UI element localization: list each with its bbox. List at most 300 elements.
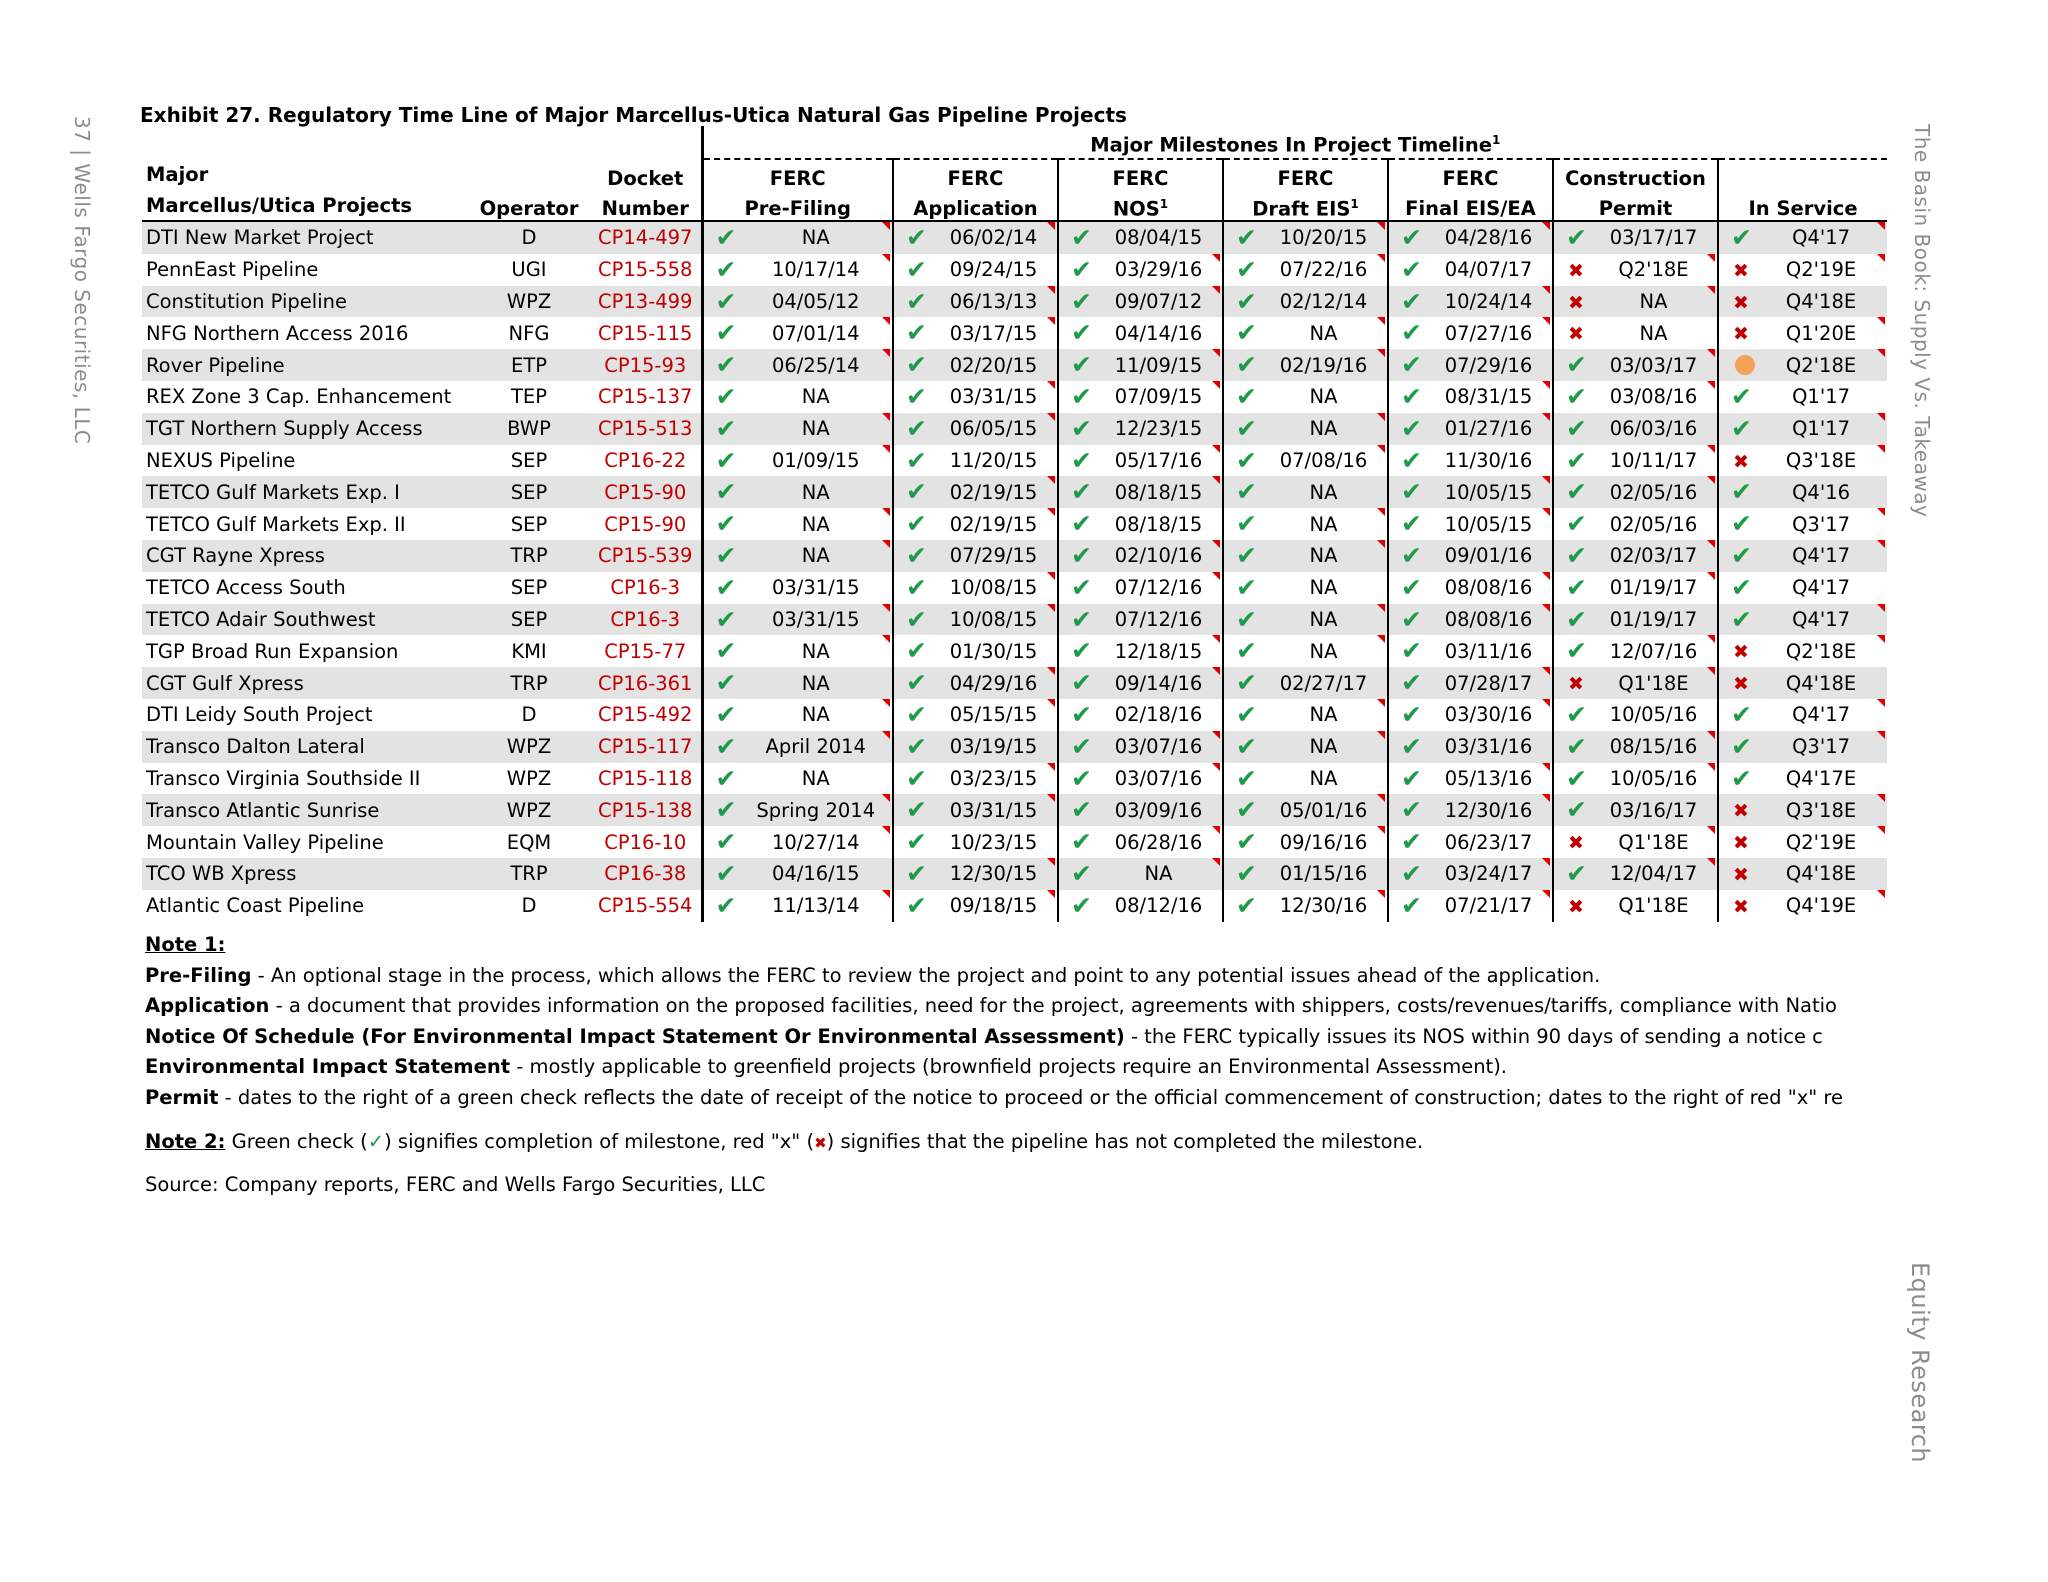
table-row [142, 890, 1887, 922]
milestone-cell [1058, 476, 1223, 508]
milestone-value: 03/29/16 [1114, 258, 1203, 282]
check-icon: ✔ [1071, 763, 1092, 793]
milestone-value: 02/03/17 [1609, 544, 1698, 568]
operator: D [468, 890, 590, 922]
check-icon: ✔ [715, 381, 737, 411]
comment-flag-icon [1047, 413, 1055, 421]
milestone-value: Q4'17 [1792, 226, 1851, 250]
check-icon: ✔ [1236, 795, 1257, 825]
check-icon: ✔ [906, 381, 927, 411]
operator: KMI [468, 635, 590, 667]
comment-flag-icon [1542, 381, 1550, 389]
project-name: Mountain Valley Pipeline [142, 826, 468, 858]
comment-flag-icon [1212, 476, 1220, 484]
milestone-value: 03/19/15 [949, 735, 1038, 759]
milestone-cell [893, 604, 1058, 636]
milestone-cell [1553, 540, 1718, 572]
check-icon: ✔ [1401, 445, 1422, 475]
comment-flag-icon [882, 635, 890, 643]
milestone-cell [1388, 699, 1553, 731]
check-icon: ✔ [715, 699, 737, 729]
check-icon: ✔ [1566, 540, 1587, 570]
milestone-cell [1223, 349, 1388, 381]
milestone-cell [1553, 221, 1718, 254]
milestone-cell [702, 635, 893, 667]
comment-flag-icon [882, 413, 890, 421]
milestone-value: 12/23/15 [1114, 417, 1203, 441]
milestone-cell [1388, 476, 1553, 508]
milestone-value: 03/07/16 [1114, 766, 1203, 790]
comment-flag-icon [1707, 540, 1715, 548]
comment-flag-icon [1877, 794, 1885, 802]
comment-flag-icon [1377, 794, 1385, 802]
milestone-value: Q4'18E [1785, 289, 1857, 313]
check-icon: ✔ [1401, 858, 1422, 888]
docket-number: CP16-22 [590, 445, 702, 477]
milestone-cell [1553, 445, 1718, 477]
milestone-value: Q1'18E [1618, 830, 1689, 854]
milestone-value: 08/12/16 [1114, 894, 1203, 918]
comment-flag-icon [1707, 381, 1715, 389]
milestone-cell [1553, 476, 1718, 508]
milestone-header-1-l2: Application [893, 190, 1058, 221]
milestone-cell [1388, 254, 1553, 286]
milestone-cell [1718, 445, 1887, 477]
check-icon: ✔ [1566, 858, 1587, 888]
check-icon: ✔ [715, 636, 737, 666]
comment-flag-icon [1212, 731, 1220, 739]
milestone-cell [1058, 794, 1223, 826]
check-icon: ✔ [906, 731, 927, 761]
check-icon: ✔ [715, 827, 737, 857]
project-name: DTI Leidy South Project [142, 699, 468, 731]
check-icon: ✔ [1401, 477, 1422, 507]
milestone-value: 03/09/16 [1114, 798, 1203, 822]
table-row [142, 254, 1887, 286]
check-icon: ✔ [715, 604, 737, 634]
milestone-value: 12/30/16 [1444, 798, 1533, 822]
check-icon: ✔ [906, 350, 927, 380]
project-name: Constitution Pipeline [142, 286, 468, 318]
milestone-value: 02/19/15 [949, 512, 1038, 536]
milestone-cell [1388, 826, 1553, 858]
milestone-value: 06/13/13 [949, 289, 1038, 313]
cross-icon: ✖ [814, 1134, 827, 1152]
milestone-cell [1553, 826, 1718, 858]
milestone-value: 11/13/14 [771, 894, 860, 918]
milestone-cell [1553, 508, 1718, 540]
check-icon: ✔ [906, 477, 927, 507]
milestone-value: Q3'17 [1792, 735, 1851, 759]
check-icon: ✔ [906, 699, 927, 729]
milestone-cell [1058, 699, 1223, 731]
milestone-cell [1718, 413, 1887, 445]
operator: SEP [468, 604, 590, 636]
milestone-cell [1718, 476, 1887, 508]
check-icon: ✔ [906, 827, 927, 857]
milestone-value: 01/09/15 [771, 448, 860, 472]
docket-number: CP16-361 [590, 667, 702, 699]
project-name: TGP Broad Run Expansion [142, 635, 468, 667]
docket-number: CP15-138 [590, 794, 702, 826]
note-item: Pre-Filing - An optional stage in the process, which allows the FERC to review the project and point to any potential issues ahead of the application. [145, 963, 1601, 987]
comment-flag-icon [1047, 794, 1055, 802]
milestone-cell [702, 731, 893, 763]
page-footer-left: 37 | Wells Fargo Securities, LLC [70, 116, 94, 445]
milestone-cell [1388, 349, 1553, 381]
milestone-cell [1223, 286, 1388, 318]
check-icon: ✔ [1401, 509, 1422, 539]
milestone-value: Q3'17 [1792, 512, 1851, 536]
cross-icon: ✖ [1733, 863, 1749, 886]
milestone-cell [893, 413, 1058, 445]
comment-flag-icon [882, 826, 890, 834]
check-icon: ✔ [1566, 477, 1587, 507]
check-icon: ✔ [1566, 731, 1587, 761]
milestone-value: 10/23/15 [949, 830, 1038, 854]
milestone-cell [702, 604, 893, 636]
milestone-value: 02/19/16 [1279, 353, 1368, 377]
comment-flag-icon [1877, 413, 1885, 421]
docket-number: CP13-499 [590, 286, 702, 318]
comment-flag-icon [1877, 254, 1885, 262]
table-row [142, 286, 1887, 318]
milestone-value: 01/19/17 [1609, 576, 1698, 600]
milestone-value: 09/16/16 [1279, 830, 1368, 854]
check-icon: ✔ [1071, 223, 1092, 252]
milestone-value: 07/12/16 [1114, 576, 1203, 600]
milestone-value: Q4'16 [1792, 480, 1851, 504]
milestone-value: 11/20/15 [949, 448, 1038, 472]
milestone-cell [1223, 890, 1388, 922]
table-row [142, 317, 1887, 349]
check-icon: ✔ [1401, 350, 1422, 380]
milestone-value: 06/05/15 [949, 417, 1038, 441]
comment-flag-icon [1212, 381, 1220, 389]
comment-flag-icon [1877, 349, 1885, 357]
check-icon: ✔ [1071, 858, 1092, 888]
milestone-value: 07/12/16 [1114, 607, 1203, 631]
milestone-cell [1223, 826, 1388, 858]
check-icon: ✔ [1071, 254, 1092, 284]
note-item: Notice Of Schedule (For Environmental Impact Statement Or Environmental Assessment) - the FERC typically issues its NOS within 90 days of sending a notice c [145, 1024, 1823, 1048]
milestone-value: 08/04/15 [1114, 226, 1203, 250]
check-icon: ✔ [1401, 604, 1422, 634]
milestone-value: 06/23/17 [1444, 830, 1533, 854]
check-icon: ✔ [715, 350, 737, 380]
comment-flag-icon [1707, 858, 1715, 866]
table-row [142, 508, 1887, 540]
table-row [142, 794, 1887, 826]
comment-flag-icon [1047, 381, 1055, 389]
milestone-cell [1058, 445, 1223, 477]
milestone-cell [1718, 604, 1887, 636]
check-icon: ✔ [1401, 699, 1422, 729]
comment-flag-icon [1047, 763, 1055, 771]
project-name: NEXUS Pipeline [142, 445, 468, 477]
comment-flag-icon [1377, 413, 1385, 421]
check-icon: ✔ [906, 445, 927, 475]
milestone-value: Q1'20E [1785, 321, 1857, 345]
cross-icon: ✖ [1733, 450, 1749, 473]
comment-flag-icon [1707, 763, 1715, 771]
check-icon: ✔ [715, 509, 737, 539]
check-icon: ✔ [1236, 254, 1257, 284]
check-icon: ✔ [906, 223, 927, 252]
milestone-cell [1388, 221, 1553, 254]
milestone-cell [893, 445, 1058, 477]
docket-header-l1: Docket [607, 167, 684, 190]
milestone-value: 08/18/15 [1114, 480, 1203, 504]
milestone-value: 05/15/15 [949, 703, 1038, 727]
milestone-cell [1388, 445, 1553, 477]
docket-number: CP15-492 [590, 699, 702, 731]
milestone-cell [1223, 413, 1388, 445]
check-icon: ✔ [1071, 699, 1092, 729]
check-icon: ✔ [1731, 699, 1752, 729]
comment-flag-icon [1542, 317, 1550, 325]
comment-flag-icon [1212, 254, 1220, 262]
table-row [142, 731, 1887, 763]
milestone-value: NA [801, 226, 830, 250]
milestone-value: NA [1309, 512, 1338, 536]
check-icon: ✔ [1236, 763, 1257, 793]
comment-flag-icon [1047, 286, 1055, 294]
milestone-cell [1058, 572, 1223, 604]
milestone-value: Q2'18E [1785, 353, 1857, 377]
milestone-value: Q1'17 [1792, 385, 1851, 409]
milestone-cell [893, 349, 1058, 381]
check-icon: ✔ [715, 731, 737, 761]
milestone-cell [1223, 731, 1388, 763]
comment-flag-icon [1707, 731, 1715, 739]
comment-flag-icon [1542, 222, 1550, 230]
project-name: NFG Northern Access 2016 [142, 317, 468, 349]
milestone-cell [1718, 508, 1887, 540]
milestone-value: Q4'17E [1785, 766, 1857, 790]
check-icon: ✔ [1071, 509, 1092, 539]
check-icon: ✔ [1401, 223, 1422, 252]
milestone-value: 10/11/17 [1609, 448, 1698, 472]
docket-number: CP16-10 [590, 826, 702, 858]
comment-flag-icon [1377, 826, 1385, 834]
project-name: Rover Pipeline [142, 349, 468, 381]
comment-flag-icon [1542, 286, 1550, 294]
cross-icon: ✖ [1733, 259, 1749, 282]
milestone-cell [1388, 890, 1553, 922]
milestone-cell [702, 381, 893, 413]
milestone-value: 03/31/15 [771, 576, 860, 600]
milestone-value: 11/09/15 [1114, 353, 1203, 377]
milestone-cell [893, 635, 1058, 667]
milestone-value: 10/05/15 [1444, 480, 1533, 504]
table-row [142, 572, 1887, 604]
check-icon: ✔ [1071, 572, 1092, 602]
milestone-cell [1388, 508, 1553, 540]
check-icon: ✔ [1731, 540, 1752, 570]
comment-flag-icon [1377, 222, 1385, 230]
equity-research-side: Equity Research [1906, 1262, 1934, 1464]
milestone-cell [1718, 572, 1887, 604]
check-icon: ✔ [1071, 890, 1092, 920]
milestone-cell [1223, 667, 1388, 699]
milestone-cell [893, 731, 1058, 763]
check-icon: ✔ [1401, 731, 1422, 761]
cross-icon: ✖ [1733, 641, 1749, 664]
milestone-cell [1388, 572, 1553, 604]
milestone-value: NA [1144, 862, 1173, 886]
milestone-cell [702, 572, 893, 604]
milestone-cell [1718, 540, 1887, 572]
milestone-cell [702, 763, 893, 795]
check-icon: ✔ [906, 254, 927, 284]
docket-number: CP15-118 [590, 763, 702, 795]
note-item: Environmental Impact Statement - mostly applicable to greenfield projects (brownfield projects require an Environmental Assessment). [145, 1055, 1507, 1078]
milestone-value: 08/15/16 [1609, 735, 1698, 759]
check-icon: ✔ [1236, 477, 1257, 507]
check-icon: ✔ [1401, 254, 1422, 284]
milestone-value: 08/18/15 [1114, 512, 1203, 536]
milestone-cell [1058, 317, 1223, 349]
milestone-cell [1223, 317, 1388, 349]
notes-section [145, 930, 1885, 1200]
milestone-header-3-l1: FERC [1223, 159, 1388, 190]
check-icon: ✔ [1236, 350, 1257, 380]
comment-flag-icon [1212, 826, 1220, 834]
check-icon: ✔ [1071, 381, 1092, 411]
milestone-value: 02/20/15 [949, 353, 1038, 377]
cross-icon: ✖ [1733, 291, 1749, 314]
operator-header: Operator [468, 190, 590, 221]
milestone-value: Q2'18E [1618, 258, 1689, 282]
milestone-cell [893, 508, 1058, 540]
comment-flag-icon [1542, 476, 1550, 484]
check-icon: ✔ [1566, 763, 1587, 793]
milestone-value: NA [801, 512, 830, 536]
milestone-cell [1058, 858, 1223, 890]
milestone-cell [702, 349, 893, 381]
check-icon: ✔ [715, 286, 737, 316]
milestone-cell [1223, 794, 1388, 826]
table-row [142, 540, 1887, 572]
milestone-value: 08/08/16 [1444, 576, 1533, 600]
table-row [142, 604, 1887, 636]
operator: WPZ [468, 794, 590, 826]
comment-flag-icon [882, 222, 890, 230]
table-row [142, 413, 1887, 445]
comment-flag-icon [882, 445, 890, 453]
check-icon: ✔ [1731, 731, 1752, 761]
milestone-value: 02/18/16 [1114, 703, 1203, 727]
comment-flag-icon [1542, 508, 1550, 516]
milestone-value: Q1'17 [1792, 417, 1851, 441]
check-icon: ✔ [1401, 827, 1422, 857]
check-icon: ✔ [1731, 223, 1752, 252]
milestone-header-0-l2: Pre-Filing [702, 190, 893, 221]
docket-number: CP15-90 [590, 508, 702, 540]
milestone-value: NA [801, 703, 830, 727]
comment-flag-icon [1212, 667, 1220, 675]
milestone-value: 02/10/16 [1114, 544, 1203, 568]
milestone-header-5-l1: Construction [1553, 159, 1718, 190]
operator: NFG [468, 317, 590, 349]
operator: BWP [468, 413, 590, 445]
milestone-cell [893, 826, 1058, 858]
cross-icon: ✖ [1733, 895, 1749, 918]
comment-flag-icon [1047, 858, 1055, 866]
milestone-cell [1388, 317, 1553, 349]
milestone-cell [1718, 349, 1887, 381]
docket-number: CP14-497 [590, 221, 702, 254]
check-icon: ✔ [715, 795, 737, 825]
milestone-cell [1223, 221, 1388, 254]
milestone-cell [1223, 508, 1388, 540]
operator: TRP [468, 667, 590, 699]
check-icon: ✔ [1071, 318, 1092, 348]
milestone-value: NA [1309, 639, 1338, 663]
check-icon: ✔ [1731, 413, 1752, 443]
milestone-cell [1553, 731, 1718, 763]
comment-flag-icon [1877, 699, 1885, 707]
header-row-2 [142, 159, 1887, 190]
milestone-cell [1388, 635, 1553, 667]
milestone-cell [893, 254, 1058, 286]
milestone-value: NA [1309, 607, 1338, 631]
milestone-cell [702, 667, 893, 699]
check-icon: ✔ [715, 223, 737, 252]
project-name: REX Zone 3 Cap. Enhancement [142, 381, 468, 413]
check-icon: ✔ [1401, 636, 1422, 666]
comment-flag-icon [1877, 222, 1885, 230]
check-icon: ✔ [715, 413, 737, 443]
milestone-value: 02/05/16 [1609, 512, 1698, 536]
milestone-cell [1058, 635, 1223, 667]
comment-flag-icon [1877, 540, 1885, 548]
comment-flag-icon [882, 317, 890, 325]
check-icon: ✔ [906, 890, 927, 920]
milestone-header-4-l2: Final EIS/EA [1388, 190, 1553, 221]
operator: WPZ [468, 763, 590, 795]
milestone-cell [1553, 890, 1718, 922]
check-icon: ✔ [1071, 604, 1092, 634]
check-icon: ✔ [1401, 318, 1422, 348]
milestone-value: 10/27/14 [771, 830, 860, 854]
milestone-value: 11/30/16 [1444, 448, 1533, 472]
check-icon: ✔ [1071, 795, 1092, 825]
table-row [142, 349, 1887, 381]
check-icon: ✔ [1236, 572, 1257, 602]
comment-flag-icon [882, 540, 890, 548]
milestone-cell [1058, 667, 1223, 699]
check-icon: ✔ [715, 318, 737, 348]
operator: SEP [468, 508, 590, 540]
milestone-value: NA [801, 544, 830, 568]
milestone-value: NA [1309, 703, 1338, 727]
check-icon: ✔ [715, 572, 737, 602]
check-icon: ✔ [1071, 731, 1092, 761]
milestone-cell [1388, 604, 1553, 636]
milestone-cell [1718, 667, 1887, 699]
milestone-value: Q1'18E [1618, 671, 1689, 695]
milestone-cell [702, 286, 893, 318]
note-items [145, 961, 1885, 1114]
comment-flag-icon [1877, 445, 1885, 453]
milestone-cell [1718, 763, 1887, 795]
milestone-cell [1718, 635, 1887, 667]
milestone-cell [1718, 890, 1887, 922]
milestone-cell [702, 890, 893, 922]
milestone-cell [893, 317, 1058, 349]
